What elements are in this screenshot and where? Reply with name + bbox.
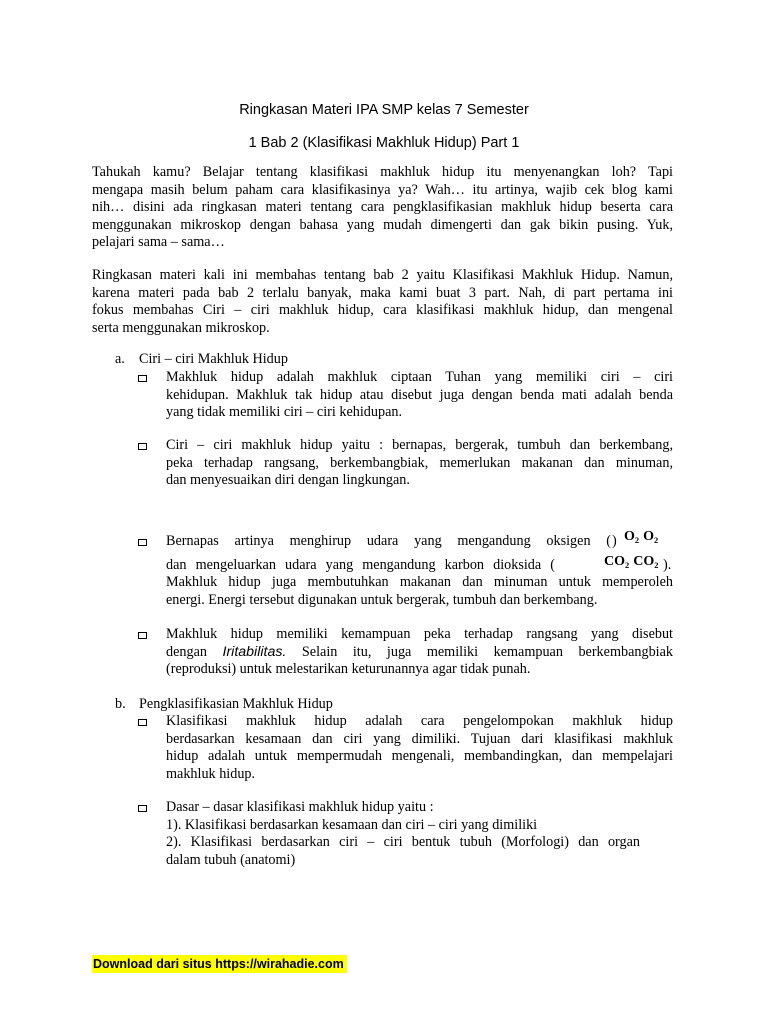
bullet-line: hidup adalah untuk mempermudah mengenali, membandingkan, dan mempelajari [166, 748, 673, 764]
section-a-title: Ciri – ciri Makhluk Hidup [139, 351, 288, 367]
co2-formula: CO₂ [633, 554, 659, 569]
bullet-line: makhluk hidup. [166, 765, 256, 782]
bullet-line: berdasarkan kesamaan dan ciri yang dimiliki. Tujuan dari klasifikasi makhluk [166, 730, 673, 747]
bullet-line: kehidupan. Makhluk tak hidup atau disebut juga dengan benda mati adalah benda [166, 386, 673, 403]
bullet-line [166, 644, 673, 662]
section-b-bullet-1 [166, 713, 673, 783]
section-b-letter: b. [115, 696, 126, 712]
bullet-square-icon [138, 443, 147, 450]
bullet-3-close-paren-2: ). [663, 557, 672, 573]
download-source-banner: Download dari situs https://wirahadie.com [92, 955, 347, 973]
section-a-bullet-1 [166, 369, 673, 422]
bullet-line: (reproduksi) untuk melestarikan keturunannya agar tidak punah. [166, 661, 531, 677]
document-title-line-2: 1 Bab 2 (Klasifikasi Makhluk Hidup) Part 1 [248, 135, 520, 151]
bullet-square-icon [138, 539, 147, 546]
section-a-bullet-3-line-2 [166, 557, 555, 575]
summary-line: karena materi pada bab 2 terlalu banyak, maka kami buat 3 part. Nah, di part pertama ini [92, 284, 673, 301]
bullet-line: yang tidak memiliki ciri – ciri kehidupan. [166, 404, 403, 420]
carbon-dioxide-formula [604, 554, 662, 570]
summary-paragraph [92, 267, 673, 337]
bullet-line: dalam tubuh (anatomi) [166, 851, 296, 868]
section-a-bullet-4 [166, 626, 673, 679]
bullet-line: 2). Klasifikasi berdasarkan ciri – ciri bentuk tubuh (Morfologi) dan organ [166, 834, 640, 850]
summary-line: Ringkasan materi kali ini membahas tentang bab 2 yaitu Klasifikasi Makhluk Hidup. Namun, [92, 267, 673, 283]
bullet-3-close-paren-1: ) [612, 533, 617, 549]
bullet-line: dan mengeluarkan udara yang mengandung karbon dioksida ( [166, 557, 555, 573]
bullet-line: peka terhadap rangsang, berkembangbiak, memerlukan makanan dan minuman, [166, 454, 673, 471]
intro-line: mengapa masih belum paham cara klasifikasinya ya? Wah… itu artinya, wajib cek blog kami [92, 181, 673, 198]
summary-line: fokus membahas Ciri – ciri makhluk hidup, cara klasifikasi makhluk hidup, dan mengenal [92, 302, 673, 318]
section-a-bullet-3-rest [166, 574, 673, 609]
bullet-text: dengan [166, 643, 223, 660]
bullet-line: Klasifikasi makhluk hidup adalah cara pengelompokan makhluk hidup [166, 713, 673, 729]
bullet-line: Makhluk hidup memiliki kemampuan peka terhadap rangsang yang disebut [166, 626, 673, 642]
bullet-line: energi. Energi tersebut digunakan untuk bergerak, tumbuh dan berkembang. [166, 591, 598, 608]
oxygen-formula [624, 529, 662, 545]
iritabilitas-term: Iritabilitas. [222, 643, 287, 660]
bullet-square-icon [138, 375, 147, 382]
o2-formula: O₂ [624, 529, 640, 544]
section-a-letter: a. [115, 351, 125, 367]
bullet-line: Makhluk hidup juga membutuhkan makanan dan minuman untuk memperoleh [166, 574, 673, 590]
bullet-text: Selain itu, juga memiliki kemampuan berkembangbiak [286, 643, 673, 660]
bullet-square-icon [138, 805, 147, 812]
co2-formula: CO₂ [604, 554, 630, 569]
bullet-square-icon [138, 719, 147, 726]
bullet-line: Bernapas artinya menghirup udara yang mengandung oksigen ( [166, 533, 611, 549]
summary-line: serta menggunakan mikroskop. [92, 319, 270, 336]
bullet-line: Ciri – ciri makhluk hidup yaitu : bernapas, bergerak, tumbuh dan berkembang, [166, 437, 673, 453]
intro-line: menggunakan mikroskop dengan bahasa yang mudah dimengerti dan gak bikin pusing. Yuk, [92, 216, 673, 233]
intro-paragraph [92, 164, 673, 252]
intro-line: pelajari sama – sama… [92, 234, 225, 250]
intro-line: nih… disini ada ringkasan materi tentang cara pengklasifikasian makhluk hidup beserta cara [92, 199, 673, 215]
document-title-line-1: Ringkasan Materi IPA SMP kelas 7 Semester [239, 102, 529, 118]
section-a-bullet-2 [166, 437, 673, 490]
bullet-line: Makhluk hidup adalah makhluk ciptaan Tuhan yang memiliki ciri – ciri [166, 369, 673, 385]
bullet-line: Dasar – dasar klasifikasi makhluk hidup yaitu : [166, 799, 434, 815]
bullet-line: dan menyesuaikan diri dengan lingkungan. [166, 472, 410, 488]
bullet-line: 1). Klasifikasi berdasarkan kesamaan dan ciri – ciri yang dimiliki [166, 816, 538, 833]
intro-line: Tahukah kamu? Belajar tentang klasifikasi makhluk hidup itu menyenangkan loh? Tapi [92, 164, 673, 180]
bullet-square-icon [138, 632, 147, 639]
section-a-bullet-3-line-1 [166, 533, 611, 551]
section-b-bullet-2 [166, 799, 673, 869]
o2-formula: O₂ [643, 529, 659, 544]
section-b-title: Pengklasifikasian Makhluk Hidup [139, 696, 333, 712]
